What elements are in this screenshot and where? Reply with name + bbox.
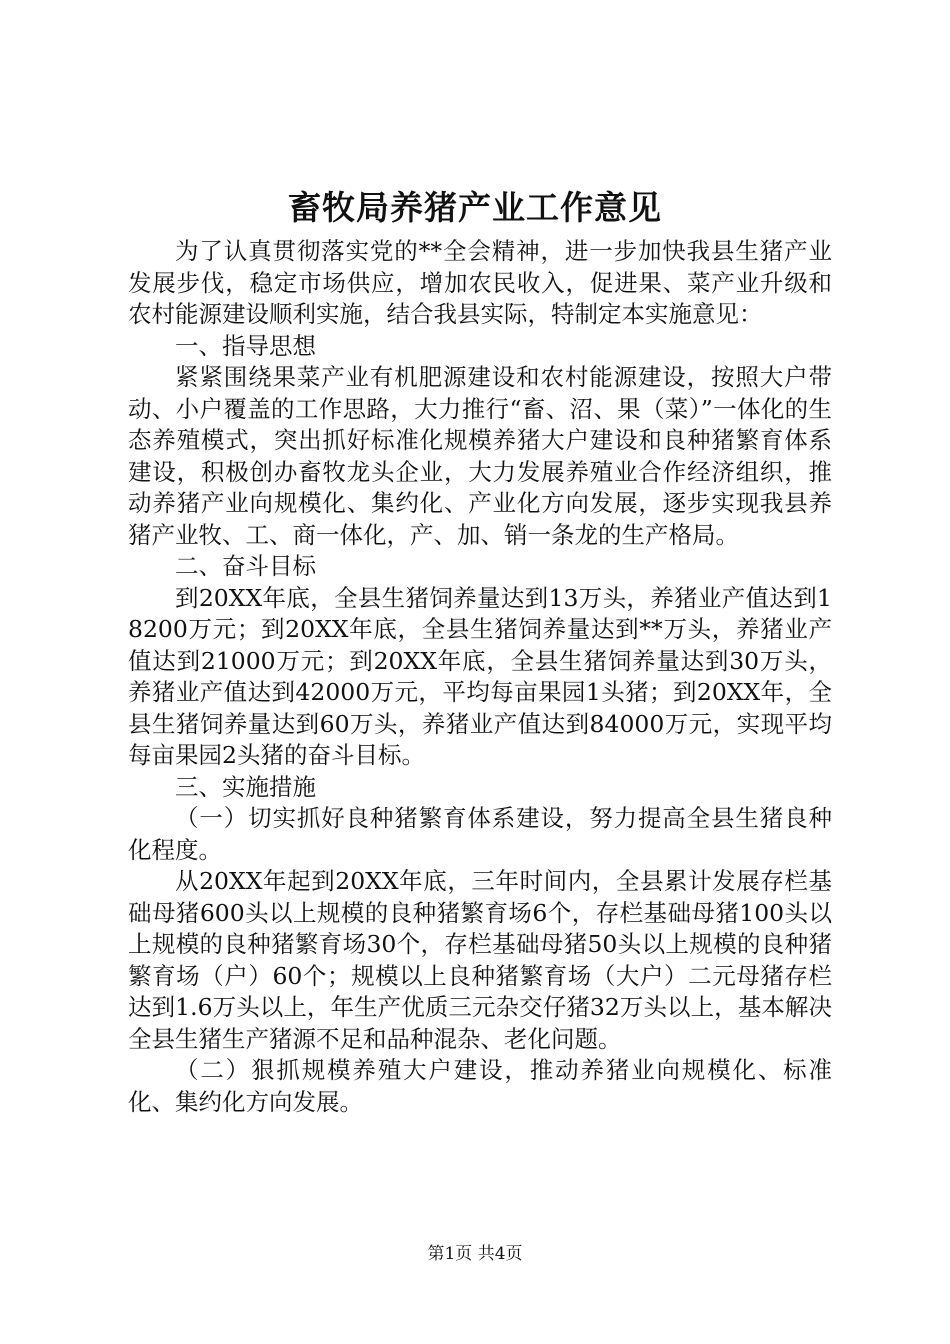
- measure-1-paragraph: 从20XX年起到20XX年底，三年时间内，全县累计发展存栏基础母猪600头以上规模的良种猪繁育场6个，存栏基础母猪100头以上规模的良种猪繁育场30个，存栏基础母猪50头以上规模的良种猪繁育场（户）60个；规模以上良种猪繁育场（大户）二元母猪存栏达到1.6万头以上，年生产优质三元杂交仔猪32万头以上，基本解决全县生猪生产猪源不足和品种混杂、老化问题。: [128, 867, 832, 1053]
- guiding-ideology-paragraph: 紧紧围绕果菜产业有机肥源建设和农村能源建设，按照大户带动、小户覆盖的工作思路，大力推行“畜、沼、果（菜）”一体化的生态养殖模式，突出抓好标准化规模养猪大户建设和良种猪繁育体系建设，积极创办畜牧龙头企业，大力发展养殖业合作经济组织，推动养猪产业向规模化、集约化、产业化方向发展，逐步实现我县养猪产业牧、工、商一体化，产、加、销一条龙的生产格局。: [128, 363, 832, 549]
- document-body: [128, 236, 832, 1118]
- section-heading-goals: 二、奋斗目标: [175, 552, 316, 580]
- measure-2-heading: （二）狠抓规模养殖大户建设，推动养猪业向规模化、标准化、集约化方向发展。: [128, 1056, 832, 1116]
- section-heading-guiding-ideology: 一、指导思想: [175, 331, 316, 360]
- measure-1-heading: （一）切实抓好良种猪繁育体系建设，努力提高全县生猪良种化程度。: [128, 804, 832, 864]
- document-title: 畜牧局养猪产业工作意见: [288, 188, 662, 227]
- goals-paragraph: 到20XX年底，全县生猪饲养量达到13万头，养猪业产值达到18200万元；到20XX年底，全县生猪饲养量达到**万头，养猪业产值达到21000万元；到20XX年底，全县生猪饲养量达到30万头，养猪业产值达到42000万元，平均每亩果园1头猪；到20XX年，全县生猪饲养量达到60万头，养猪业产值达到84000万元，实现平均每亩果园2头猪的奋斗目标。: [128, 583, 832, 769]
- section-heading-measures: 三、实施措施: [175, 772, 316, 801]
- intro-paragraph: 为了认真贯彻落实党的**全会精神，进一步加快我县生猪产业发展步伐，稳定市场供应，增加农民收入，促进果、菜产业升级和农村能源建设顺利实施，结合我县实际，特制定本实施意见：: [128, 237, 832, 328]
- page-footer: 第1页 共4页: [427, 1244, 523, 1264]
